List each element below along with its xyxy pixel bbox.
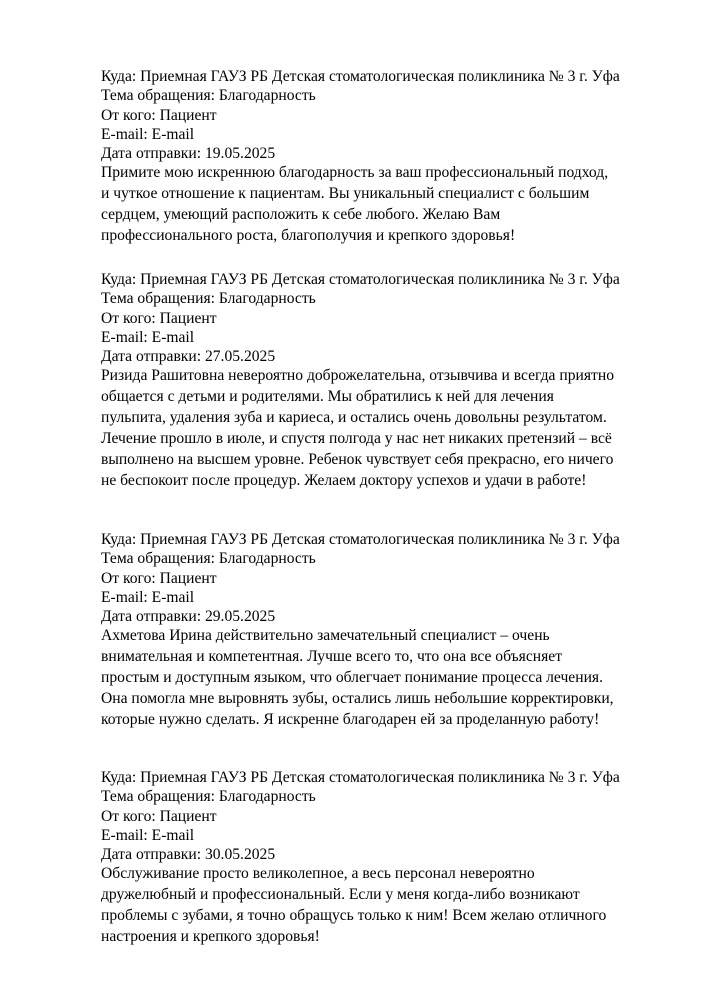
letter-from: От кого: Пациент: [101, 106, 217, 124]
letter-from: От кого: Пациент: [101, 309, 217, 327]
letter-subject: Тема обращения: Благодарность: [101, 788, 316, 806]
letter-body-line: Она помогла мне выровнять зубы, остались лишь небольшие корректировки,: [101, 690, 614, 708]
letter-body: [101, 163, 681, 247]
letter-2: [101, 270, 681, 492]
letter-body-line: внимательная и компетентная. Лучше всего то, что она все объясняет: [101, 648, 563, 666]
letter-date: Дата отправки: 27.05.2025: [101, 348, 276, 366]
letter-email: E-mail: E-mail: [101, 328, 195, 346]
letter-subject: Тема обращения: Благодарность: [101, 87, 316, 105]
letter-body-line: Лечение прошло в июле, и спустя полгода у нас нет никаких претензий – всё: [101, 430, 612, 448]
letter-body-line: настроения и крепкого здоровья!: [101, 928, 320, 946]
letter-body-line: Обслуживание просто великолепное, а весь персонал невероятно: [101, 865, 535, 883]
letter-subject: Тема обращения: Благодарность: [101, 550, 316, 568]
letter-subject: Тема обращения: Благодарность: [101, 290, 316, 308]
letter-body: [101, 864, 681, 948]
letter-body-line: которые нужно сделать. Я искренне благодарен ей за проделанную работу!: [101, 711, 600, 729]
letter-body-line: профессионального роста, благополучия и крепкого здоровья!: [101, 227, 516, 245]
letter-4: [101, 768, 681, 948]
letter-to: Куда: Приемная ГАУЗ РБ Детская стоматологическая поликлиника № 3 г. Уфа: [101, 769, 620, 786]
letter-body-line: пульпита, удаления зуба и кариеса, и остались очень довольны результатом.: [101, 409, 607, 427]
letter-body: [101, 626, 681, 731]
letter-body-line: сердцем, умеющий расположить к себе любого. Желаю Вам: [101, 206, 501, 224]
letter-to: Куда: Приемная ГАУЗ РБ Детская стоматологическая поликлиника № 3 г. Уфа: [101, 68, 620, 85]
letter-body-line: общается с детьми и родителями. Мы обратились к ней для лечения: [101, 388, 554, 406]
letter-body-line: не беспокоит после процедур. Желаем доктору успехов и удачи в работе!: [101, 472, 587, 490]
letter-date: Дата отправки: 19.05.2025: [101, 145, 276, 163]
letter-body-line: простым и доступным языком, что облегчает понимание процесса лечения.: [101, 669, 603, 687]
letter-email: E-mail: E-mail: [101, 125, 195, 143]
letter-from: От кого: Пациент: [101, 807, 217, 825]
letter-email: E-mail: E-mail: [101, 588, 195, 606]
letter-body-line: и чуткое отношение к пациентам. Вы уникальный специалист с большим: [101, 185, 590, 203]
letter-1: [101, 67, 681, 247]
letter-to: Куда: Приемная ГАУЗ РБ Детская стоматологическая поликлиника № 3 г. Уфа: [101, 531, 620, 548]
letter-body-line: дружелюбный и профессиональный. Если у меня когда-либо возникают: [101, 886, 580, 904]
letter-date: Дата отправки: 29.05.2025: [101, 608, 276, 626]
letter-body-line: проблемы с зубами, я точно обращусь только к ним! Всем желаю отличного: [101, 907, 607, 925]
letter-to: Куда: Приемная ГАУЗ РБ Детская стоматологическая поликлиника № 3 г. Уфа: [101, 271, 620, 288]
letter-body-line: Ризида Рашитовна невероятно доброжелательна, отзывчива и всегда приятно: [101, 367, 614, 385]
letter-body-line: Ахметова Ирина действительно замечательный специалист – очень: [101, 627, 550, 645]
letter-body: [101, 366, 681, 491]
letter-date: Дата отправки: 30.05.2025: [101, 846, 276, 864]
letter-body-line: выполнено на высшем уровне. Ребенок чувствует себя прекрасно, его ничего: [101, 451, 614, 469]
letter-from: От кого: Пациент: [101, 569, 217, 587]
letter-email: E-mail: E-mail: [101, 826, 195, 844]
letter-3: [101, 530, 681, 731]
letter-body-line: Примите мою искреннюю благодарность за ваш профессиональный подход,: [101, 164, 609, 182]
